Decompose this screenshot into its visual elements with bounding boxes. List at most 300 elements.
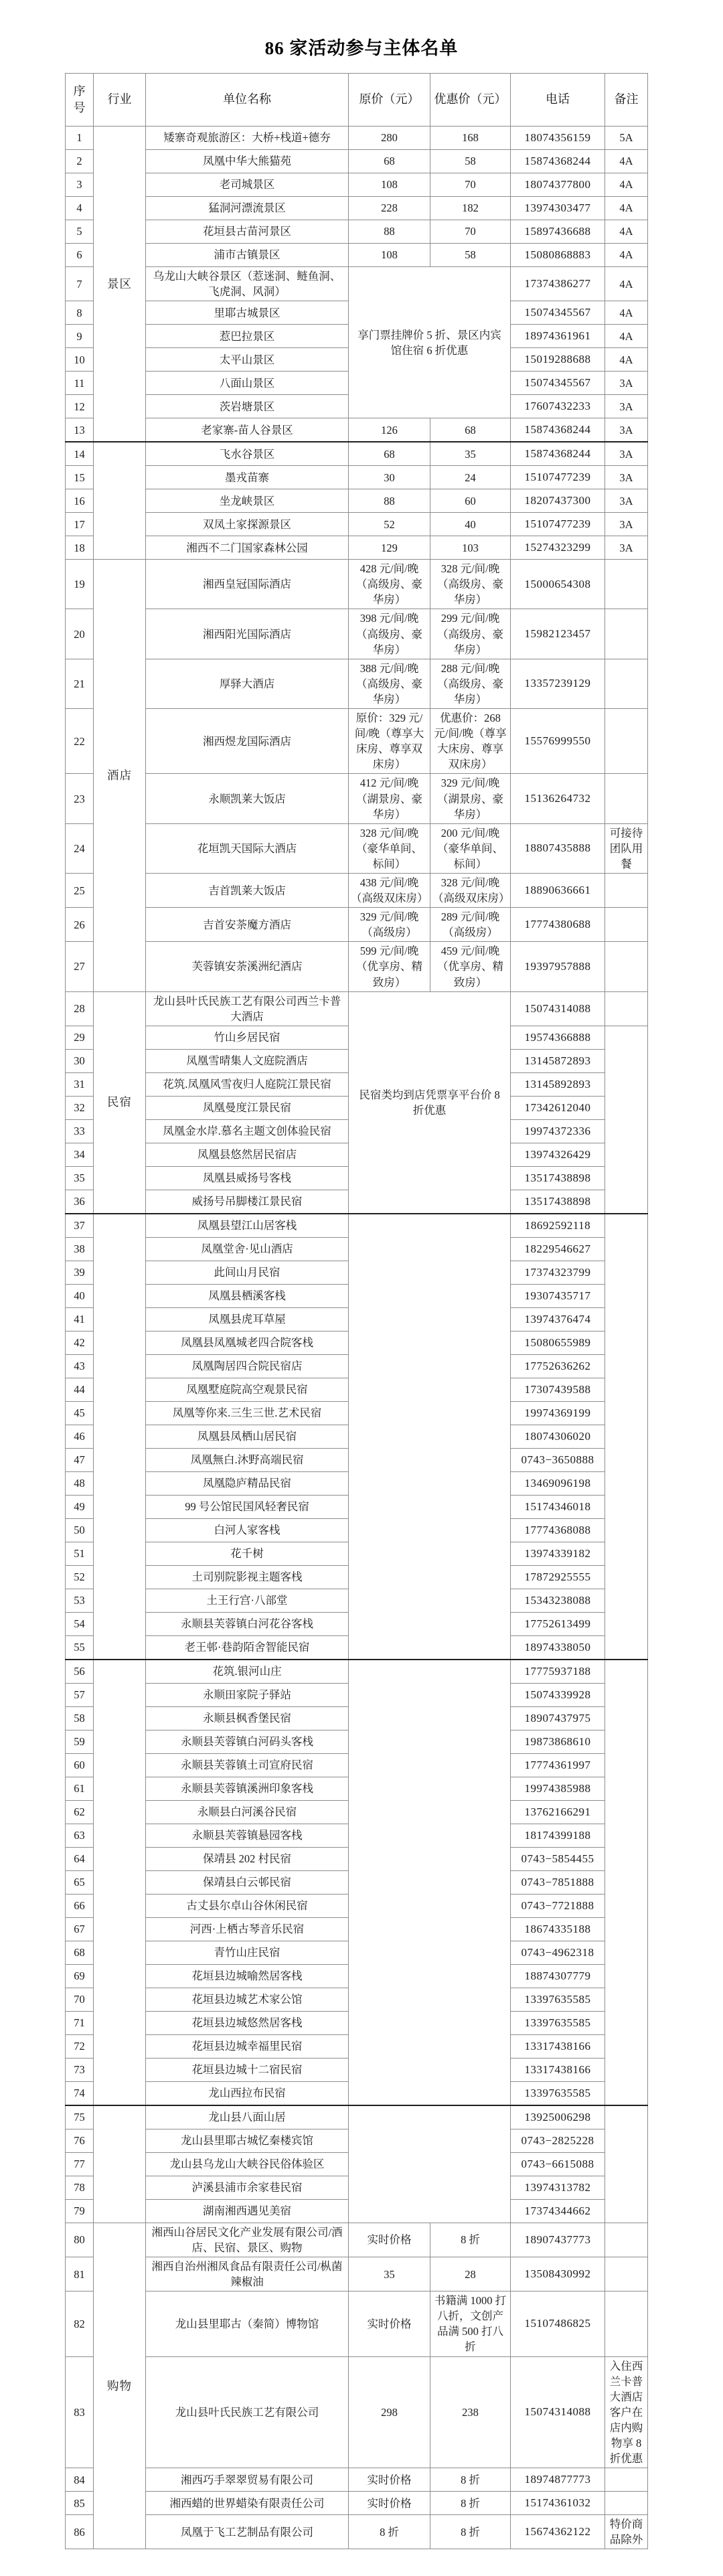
unit-name-cell: 凤凰县威扬号客栈 bbox=[146, 1166, 349, 1190]
original-price-cell: 8 折 bbox=[349, 2515, 430, 2549]
phone-cell: 18692592118 bbox=[511, 1214, 605, 1238]
row-number-cell: 38 bbox=[66, 1237, 94, 1261]
unit-name-cell: 凤凰等你来.三生三世.艺术民宿 bbox=[146, 1401, 349, 1425]
table-row bbox=[66, 173, 648, 197]
original-price-cell: 30 bbox=[349, 466, 430, 489]
original-price-cell: 108 bbox=[349, 244, 430, 267]
original-price-cell: 398 元/间/晚（高级房、豪华房） bbox=[349, 609, 430, 659]
original-price-cell: 88 bbox=[349, 220, 430, 244]
row-number-cell: 55 bbox=[66, 1635, 94, 1660]
row-number-cell: 26 bbox=[66, 908, 94, 942]
row-number-cell: 27 bbox=[66, 942, 94, 991]
unit-name-cell: 永顺县芙蓉镇白河花谷客栈 bbox=[146, 1612, 349, 1635]
row-number-cell: 10 bbox=[66, 348, 94, 372]
phone-cell: 13974313782 bbox=[511, 2176, 605, 2199]
row-number-cell: 22 bbox=[66, 709, 94, 774]
unit-name-cell: 八面山景区 bbox=[146, 372, 349, 395]
unit-name-cell: 凤凰中华大熊猫苑 bbox=[146, 150, 349, 173]
header-industry: 行业 bbox=[94, 74, 146, 127]
unit-name-cell: 芙蓉镇安荼溪洲纪酒店 bbox=[146, 942, 349, 991]
table-row bbox=[66, 2515, 648, 2549]
phone-cell: 17774368088 bbox=[511, 1518, 605, 1542]
unit-name-cell: 老司城景区 bbox=[146, 173, 349, 197]
row-number-cell: 20 bbox=[66, 609, 94, 659]
row-number-cell: 42 bbox=[66, 1331, 94, 1354]
table-row bbox=[66, 244, 648, 267]
row-number-cell: 85 bbox=[66, 2492, 94, 2515]
note-cell bbox=[605, 609, 648, 659]
unit-name-cell: 龙山西拉布民宿 bbox=[146, 2081, 349, 2105]
original-price-cell: 实时价格 bbox=[349, 2223, 430, 2257]
industry-cell bbox=[94, 442, 146, 560]
note-cell bbox=[605, 2257, 648, 2291]
row-number-cell: 76 bbox=[66, 2129, 94, 2152]
price-merge-cell bbox=[349, 1660, 511, 2105]
phone-cell: 0743−7721888 bbox=[511, 1894, 605, 1917]
unit-name-cell: 湘西蜡的世界蜡染有限责任公司 bbox=[146, 2492, 349, 2515]
table-row bbox=[66, 197, 648, 220]
original-price-cell: 35 bbox=[349, 2257, 430, 2291]
table-row bbox=[66, 150, 648, 173]
row-number-cell: 83 bbox=[66, 2356, 94, 2468]
row-number-cell: 14 bbox=[66, 442, 94, 466]
row-number-cell: 37 bbox=[66, 1214, 94, 1238]
table-row bbox=[66, 823, 648, 873]
unit-name-cell: 永顺县枫香堡民宿 bbox=[146, 1706, 349, 1730]
discount-price-cell: 328 元/间/晚（高级房、豪华房） bbox=[430, 560, 511, 609]
table-row bbox=[66, 2223, 648, 2257]
phone-cell: 17342612040 bbox=[511, 1096, 605, 1119]
note-cell bbox=[605, 709, 648, 774]
industry-cell bbox=[94, 1214, 146, 1660]
industry-cell: 景区 bbox=[94, 127, 146, 442]
row-number-cell: 69 bbox=[66, 1964, 94, 1988]
phone-cell: 18074356159 bbox=[511, 127, 605, 150]
row-number-cell: 8 bbox=[66, 301, 94, 325]
table-row bbox=[66, 2291, 648, 2356]
original-price-cell: 388 元/间/晚（高级房、豪华房） bbox=[349, 659, 430, 708]
note-cell: 4A bbox=[605, 197, 648, 220]
unit-name-cell: 太平山景区 bbox=[146, 348, 349, 372]
phone-cell: 0743−7851888 bbox=[511, 1870, 605, 1894]
note-cell: 4A bbox=[605, 301, 648, 325]
note-cell: 4A bbox=[605, 220, 648, 244]
row-number-cell: 46 bbox=[66, 1425, 94, 1448]
row-number-cell: 35 bbox=[66, 1166, 94, 1190]
phone-cell: 19574366888 bbox=[511, 1026, 605, 1049]
row-number-cell: 29 bbox=[66, 1026, 94, 1049]
row-number-cell: 51 bbox=[66, 1542, 94, 1565]
note-cell bbox=[605, 942, 648, 991]
phone-cell: 15074314088 bbox=[511, 2356, 605, 2468]
unit-name-cell: 湘西山谷居民文化产业发展有限公司/酒店、民宿、景区、购物 bbox=[146, 2223, 349, 2257]
original-price-cell: 实时价格 bbox=[349, 2492, 430, 2515]
phone-cell: 0743−3650888 bbox=[511, 1448, 605, 1471]
note-cell bbox=[605, 774, 648, 823]
original-price-cell: 108 bbox=[349, 173, 430, 197]
original-price-cell: 52 bbox=[349, 513, 430, 536]
header-note: 备注 bbox=[605, 74, 648, 127]
row-number-cell: 77 bbox=[66, 2152, 94, 2176]
phone-cell: 15174361032 bbox=[511, 2492, 605, 2515]
unit-name-cell: 惹巴拉景区 bbox=[146, 325, 349, 348]
unit-name-cell: 白河人家客栈 bbox=[146, 1518, 349, 1542]
unit-name-cell: 龙山县叶氏民族工艺有限公司 bbox=[146, 2356, 349, 2468]
unit-name-cell: 土王行宫·八部堂 bbox=[146, 1589, 349, 1612]
discount-price-cell: 299 元/间/晚（高级房、豪华房） bbox=[430, 609, 511, 659]
phone-cell: 18807435888 bbox=[511, 823, 605, 873]
phone-cell: 15107477239 bbox=[511, 466, 605, 489]
table-row bbox=[66, 2468, 648, 2492]
row-number-cell: 78 bbox=[66, 2176, 94, 2199]
table-row bbox=[66, 2356, 648, 2468]
unit-name-cell: 里耶古城景区 bbox=[146, 301, 349, 325]
row-number-cell: 39 bbox=[66, 1261, 94, 1284]
unit-name-cell: 龙山县里耶古（秦简）博物馆 bbox=[146, 2291, 349, 2356]
unit-name-cell: 永顺县芙蓉镇土司宣府民宿 bbox=[146, 1753, 349, 1777]
phone-cell: 18229546627 bbox=[511, 1237, 605, 1261]
phone-cell: 19397957888 bbox=[511, 942, 605, 991]
unit-name-cell: 永顺县芙蓉镇溪洲印象客栈 bbox=[146, 1777, 349, 1800]
phone-cell: 15576999550 bbox=[511, 709, 605, 774]
phone-cell: 15897436688 bbox=[511, 220, 605, 244]
row-number-cell: 18 bbox=[66, 536, 94, 560]
unit-name-cell: 龙山县乌龙山大峡谷民俗体验区 bbox=[146, 2152, 349, 2176]
phone-cell: 15982123457 bbox=[511, 609, 605, 659]
phone-cell: 19974369199 bbox=[511, 1401, 605, 1425]
phone-cell: 19974372336 bbox=[511, 1119, 605, 1143]
unit-name-cell: 浦市古镇景区 bbox=[146, 244, 349, 267]
phone-cell: 15074314088 bbox=[511, 991, 605, 1026]
unit-name-cell: 湘西不二门国家森林公园 bbox=[146, 536, 349, 560]
discount-price-cell: 书籍满 1000 打八折，文创产品满 500 打八折 bbox=[430, 2291, 511, 2356]
note-cell: 3A bbox=[605, 395, 648, 418]
phone-cell: 15080655989 bbox=[511, 1331, 605, 1354]
row-number-cell: 65 bbox=[66, 1870, 94, 1894]
discount-price-cell: 24 bbox=[430, 466, 511, 489]
row-number-cell: 62 bbox=[66, 1800, 94, 1824]
industry-cell: 酒店 bbox=[94, 560, 146, 991]
note-cell: 4A bbox=[605, 244, 648, 267]
table-row bbox=[66, 609, 648, 659]
unit-name-cell: 威扬号吊脚楼江景民宿 bbox=[146, 1190, 349, 1214]
phone-cell: 13974376474 bbox=[511, 1307, 605, 1331]
row-number-cell: 5 bbox=[66, 220, 94, 244]
discount-price-cell: 40 bbox=[430, 513, 511, 536]
phone-cell: 15107477239 bbox=[511, 513, 605, 536]
unit-name-cell: 永顺县白河溪谷民宿 bbox=[146, 1800, 349, 1824]
phone-cell: 15074345567 bbox=[511, 301, 605, 325]
discount-price-cell: 58 bbox=[430, 244, 511, 267]
row-number-cell: 50 bbox=[66, 1518, 94, 1542]
note-cell: 4A bbox=[605, 325, 648, 348]
table-row bbox=[66, 513, 648, 536]
unit-name-cell: 花垣县边城喻然居客栈 bbox=[146, 1964, 349, 1988]
discount-price-cell: 60 bbox=[430, 489, 511, 513]
table-row bbox=[66, 536, 648, 560]
note-cell bbox=[605, 2468, 648, 2492]
phone-cell: 18890636661 bbox=[511, 873, 605, 907]
note-cell bbox=[605, 2223, 648, 2257]
phone-cell: 15874368244 bbox=[511, 150, 605, 173]
discount-price-cell: 68 bbox=[430, 418, 511, 442]
unit-name-cell: 吉首凯莱大饭店 bbox=[146, 873, 349, 907]
discount-price-cell: 328 元/间/晚（高级双床房） bbox=[430, 873, 511, 907]
table-row bbox=[66, 2492, 648, 2515]
industry-cell: 民宿 bbox=[94, 991, 146, 1214]
row-number-cell: 54 bbox=[66, 1612, 94, 1635]
row-number-cell: 24 bbox=[66, 823, 94, 873]
table-row bbox=[66, 873, 648, 907]
note-cell: 4A bbox=[605, 267, 648, 301]
row-number-cell: 80 bbox=[66, 2223, 94, 2257]
discount-price-cell: 103 bbox=[430, 536, 511, 560]
phone-cell: 17872925555 bbox=[511, 1565, 605, 1589]
header-no: 序号 bbox=[66, 74, 94, 127]
phone-cell: 13974326429 bbox=[511, 1143, 605, 1166]
unit-name-cell: 花筑.凤凰风雪夜归人庭院江景民宿 bbox=[146, 1072, 349, 1096]
row-number-cell: 6 bbox=[66, 244, 94, 267]
discount-price-cell: 58 bbox=[430, 150, 511, 173]
phone-cell: 0743−2825228 bbox=[511, 2129, 605, 2152]
phone-cell: 13974339182 bbox=[511, 1542, 605, 1565]
row-number-cell: 32 bbox=[66, 1096, 94, 1119]
row-number-cell: 49 bbox=[66, 1495, 94, 1518]
phone-cell: 15674362122 bbox=[511, 2515, 605, 2549]
row-number-cell: 44 bbox=[66, 1378, 94, 1401]
unit-name-cell: 花垣县边城艺术家公馆 bbox=[146, 1988, 349, 2011]
row-number-cell: 59 bbox=[66, 1730, 94, 1753]
original-price-cell: 126 bbox=[349, 418, 430, 442]
note-cell: 5A bbox=[605, 127, 648, 150]
unit-name-cell: 竹山乡居民宿 bbox=[146, 1026, 349, 1049]
discount-price-cell: 182 bbox=[430, 197, 511, 220]
phone-cell: 13357239129 bbox=[511, 659, 605, 708]
unit-name-cell: 凤凰于飞工艺制品有限公司 bbox=[146, 2515, 349, 2549]
unit-name-cell: 此间山月民宿 bbox=[146, 1261, 349, 1284]
unit-name-cell: 花千树 bbox=[146, 1542, 349, 1565]
unit-name-cell: 湖南湘西遇见美宿 bbox=[146, 2199, 349, 2223]
original-price-cell: 438 元/间/晚（高级双床房） bbox=[349, 873, 430, 907]
unit-name-cell: 茨岩塘景区 bbox=[146, 395, 349, 418]
phone-cell: 17374386277 bbox=[511, 267, 605, 301]
unit-name-cell: 花垣县边城悠然居客栈 bbox=[146, 2011, 349, 2034]
note-cell bbox=[605, 560, 648, 609]
row-number-cell: 79 bbox=[66, 2199, 94, 2223]
row-number-cell: 1 bbox=[66, 127, 94, 150]
unit-name-cell: 永顺凯莱大饭店 bbox=[146, 774, 349, 823]
note-cell: 3A bbox=[605, 418, 648, 442]
table-row bbox=[66, 127, 648, 150]
unit-name-cell: 99 号公馆民国风轻奢民宿 bbox=[146, 1495, 349, 1518]
row-number-cell: 66 bbox=[66, 1894, 94, 1917]
unit-name-cell: 老王邨·巷韵陌舍智能民宿 bbox=[146, 1635, 349, 1660]
phone-cell: 18874307779 bbox=[511, 1964, 605, 1988]
table-row bbox=[66, 489, 648, 513]
phone-cell: 18974361961 bbox=[511, 325, 605, 348]
discount-price-cell: 70 bbox=[430, 173, 511, 197]
note-cell: 3A bbox=[605, 372, 648, 395]
row-number-cell: 68 bbox=[66, 1941, 94, 1964]
note-cell bbox=[605, 659, 648, 708]
unit-name-cell: 土司别院影视主题客栈 bbox=[146, 1565, 349, 1589]
row-number-cell: 34 bbox=[66, 1143, 94, 1166]
unit-name-cell: 保靖县白云邨民宿 bbox=[146, 1870, 349, 1894]
table-row bbox=[66, 2257, 648, 2291]
row-number-cell: 72 bbox=[66, 2034, 94, 2058]
row-number-cell: 31 bbox=[66, 1072, 94, 1096]
industry-cell bbox=[94, 2105, 146, 2223]
phone-cell: 0743−6615088 bbox=[511, 2152, 605, 2176]
unit-name-cell: 猛洞河漂流景区 bbox=[146, 197, 349, 220]
phone-cell: 0743−4962318 bbox=[511, 1941, 605, 1964]
table-row bbox=[66, 267, 648, 301]
page-title: 86 家活动参与主体名单 bbox=[264, 38, 459, 58]
unit-name-cell: 乌龙山大峡谷景区（惹迷洞、鲢鱼洞、飞虎洞、风洞） bbox=[146, 267, 349, 301]
note-merge-cell bbox=[605, 2105, 648, 2223]
unit-name-cell: 湘西巧手翠翠贸易有限公司 bbox=[146, 2468, 349, 2492]
unit-name-cell: 龙山县叶氏民族工艺有限公司西兰卡普大酒店 bbox=[146, 991, 349, 1026]
phone-cell: 13974303477 bbox=[511, 197, 605, 220]
row-number-cell: 36 bbox=[66, 1190, 94, 1214]
discount-price-cell: 70 bbox=[430, 220, 511, 244]
phone-cell: 18074306020 bbox=[511, 1425, 605, 1448]
unit-name-cell: 花垣凯天国际大酒店 bbox=[146, 823, 349, 873]
note-cell: 3A bbox=[605, 442, 648, 466]
discount-price-cell: 35 bbox=[430, 442, 511, 466]
note-cell: 3A bbox=[605, 466, 648, 489]
phone-cell: 13317438166 bbox=[511, 2034, 605, 2058]
table-row bbox=[66, 1214, 648, 1238]
phone-cell: 13762166291 bbox=[511, 1800, 605, 1824]
table-row bbox=[66, 466, 648, 489]
unit-name-cell: 湘西煜龙国际酒店 bbox=[146, 709, 349, 774]
unit-name-cell: 凤凰無白.沐野高端民宿 bbox=[146, 1448, 349, 1471]
phone-cell: 13397635585 bbox=[511, 2081, 605, 2105]
note-cell bbox=[605, 2291, 648, 2356]
phone-cell: 15107486825 bbox=[511, 2291, 605, 2356]
phone-cell: 19873868610 bbox=[511, 1730, 605, 1753]
discount-price-cell: 8 折 bbox=[430, 2492, 511, 2515]
row-number-cell: 9 bbox=[66, 325, 94, 348]
row-number-cell: 28 bbox=[66, 991, 94, 1026]
phone-cell: 13145872893 bbox=[511, 1049, 605, 1072]
row-number-cell: 23 bbox=[66, 774, 94, 823]
phone-cell: 13517438898 bbox=[511, 1190, 605, 1214]
note-cell: 4A bbox=[605, 150, 648, 173]
original-price-cell: 599 元/间/晚（优享房、精致房） bbox=[349, 942, 430, 991]
phone-cell: 13145892893 bbox=[511, 1072, 605, 1096]
original-price-cell: 428 元/间/晚（高级房、豪华房） bbox=[349, 560, 430, 609]
discount-price-cell: 459 元/间/晚（优享房、精致房） bbox=[430, 942, 511, 991]
row-number-cell: 57 bbox=[66, 1683, 94, 1706]
phone-cell: 15274323299 bbox=[511, 536, 605, 560]
unit-name-cell: 老家寨-苗人谷景区 bbox=[146, 418, 349, 442]
unit-name-cell: 青竹山庄民宿 bbox=[146, 1941, 349, 1964]
note-cell bbox=[605, 873, 648, 907]
phone-cell: 19307435717 bbox=[511, 1284, 605, 1307]
unit-name-cell: 凤凰隐庐精品民宿 bbox=[146, 1471, 349, 1495]
phone-cell: 15080868883 bbox=[511, 244, 605, 267]
table-row bbox=[66, 908, 648, 942]
unit-name-cell: 凤凰金水岸.慕名主题文创体验民宿 bbox=[146, 1119, 349, 1143]
unit-name-cell: 凤凰县望江山居客栈 bbox=[146, 1214, 349, 1238]
unit-name-cell: 凤凰县虎耳草屋 bbox=[146, 1307, 349, 1331]
header-phone: 电话 bbox=[511, 74, 605, 127]
phone-cell: 17774361997 bbox=[511, 1753, 605, 1777]
row-number-cell: 75 bbox=[66, 2105, 94, 2129]
phone-cell: 13317438166 bbox=[511, 2058, 605, 2081]
phone-cell: 18907437975 bbox=[511, 1706, 605, 1730]
row-number-cell: 48 bbox=[66, 1471, 94, 1495]
original-price-cell: 68 bbox=[349, 150, 430, 173]
phone-cell: 13397635585 bbox=[511, 1988, 605, 2011]
original-price-cell: 实时价格 bbox=[349, 2291, 430, 2356]
row-number-cell: 52 bbox=[66, 1565, 94, 1589]
row-number-cell: 81 bbox=[66, 2257, 94, 2291]
row-number-cell: 70 bbox=[66, 1988, 94, 2011]
row-number-cell: 2 bbox=[66, 150, 94, 173]
phone-cell: 15874368244 bbox=[511, 418, 605, 442]
note-cell: 3A bbox=[605, 536, 648, 560]
phone-cell: 13517438898 bbox=[511, 1166, 605, 1190]
row-number-cell: 47 bbox=[66, 1448, 94, 1471]
unit-name-cell: 凤凰县凤凰城老四合院客栈 bbox=[146, 1331, 349, 1354]
row-number-cell: 82 bbox=[66, 2291, 94, 2356]
header-original-price: 原价（元） bbox=[349, 74, 430, 127]
row-number-cell: 11 bbox=[66, 372, 94, 395]
row-number-cell: 40 bbox=[66, 1284, 94, 1307]
phone-cell: 18907437773 bbox=[511, 2223, 605, 2257]
row-number-cell: 53 bbox=[66, 1589, 94, 1612]
note-merge-cell bbox=[605, 1660, 648, 2105]
phone-cell: 15000654308 bbox=[511, 560, 605, 609]
unit-name-cell: 吉首安荼魔方酒店 bbox=[146, 908, 349, 942]
table-row bbox=[66, 991, 648, 1026]
phone-cell: 15174346018 bbox=[511, 1495, 605, 1518]
row-number-cell: 16 bbox=[66, 489, 94, 513]
header-row bbox=[66, 74, 648, 127]
unit-name-cell: 河西·上栖古琴音乐民宿 bbox=[146, 1917, 349, 1941]
discount-price-cell: 238 bbox=[430, 2356, 511, 2468]
phone-cell: 17774380688 bbox=[511, 908, 605, 942]
discount-price-cell: 8 折 bbox=[430, 2223, 511, 2257]
original-price-cell: 88 bbox=[349, 489, 430, 513]
row-number-cell: 58 bbox=[66, 1706, 94, 1730]
note-cell: 可接待团队用餐 bbox=[605, 823, 648, 873]
unit-name-cell: 古丈县尔卓山谷休闲民宿 bbox=[146, 1894, 349, 1917]
discount-price-cell: 329 元/间/晚（湖景房、豪华房） bbox=[430, 774, 511, 823]
discount-price-cell: 8 折 bbox=[430, 2515, 511, 2549]
row-number-cell: 33 bbox=[66, 1119, 94, 1143]
row-number-cell: 64 bbox=[66, 1847, 94, 1870]
row-number-cell: 12 bbox=[66, 395, 94, 418]
note-cell: 4A bbox=[605, 173, 648, 197]
unit-name-cell: 凤凰县悠然居民宿店 bbox=[146, 1143, 349, 1166]
phone-cell: 18207437300 bbox=[511, 489, 605, 513]
unit-name-cell: 湘西阳光国际酒店 bbox=[146, 609, 349, 659]
phone-cell: 15874368244 bbox=[511, 442, 605, 466]
original-price-cell: 原价：329 元/间/晚（尊享大床房、尊享双床房） bbox=[349, 709, 430, 774]
unit-name-cell: 永顺县芙蓉镇白河码头客栈 bbox=[146, 1730, 349, 1753]
original-price-cell: 298 bbox=[349, 2356, 430, 2468]
phone-cell: 17752613499 bbox=[511, 1612, 605, 1635]
note-cell: 3A bbox=[605, 489, 648, 513]
unit-name-cell: 凤凰曼度江景民宿 bbox=[146, 1096, 349, 1119]
unit-name-cell: 花垣县边城幸福里民宿 bbox=[146, 2034, 349, 2058]
row-number-cell: 60 bbox=[66, 1753, 94, 1777]
row-number-cell: 17 bbox=[66, 513, 94, 536]
